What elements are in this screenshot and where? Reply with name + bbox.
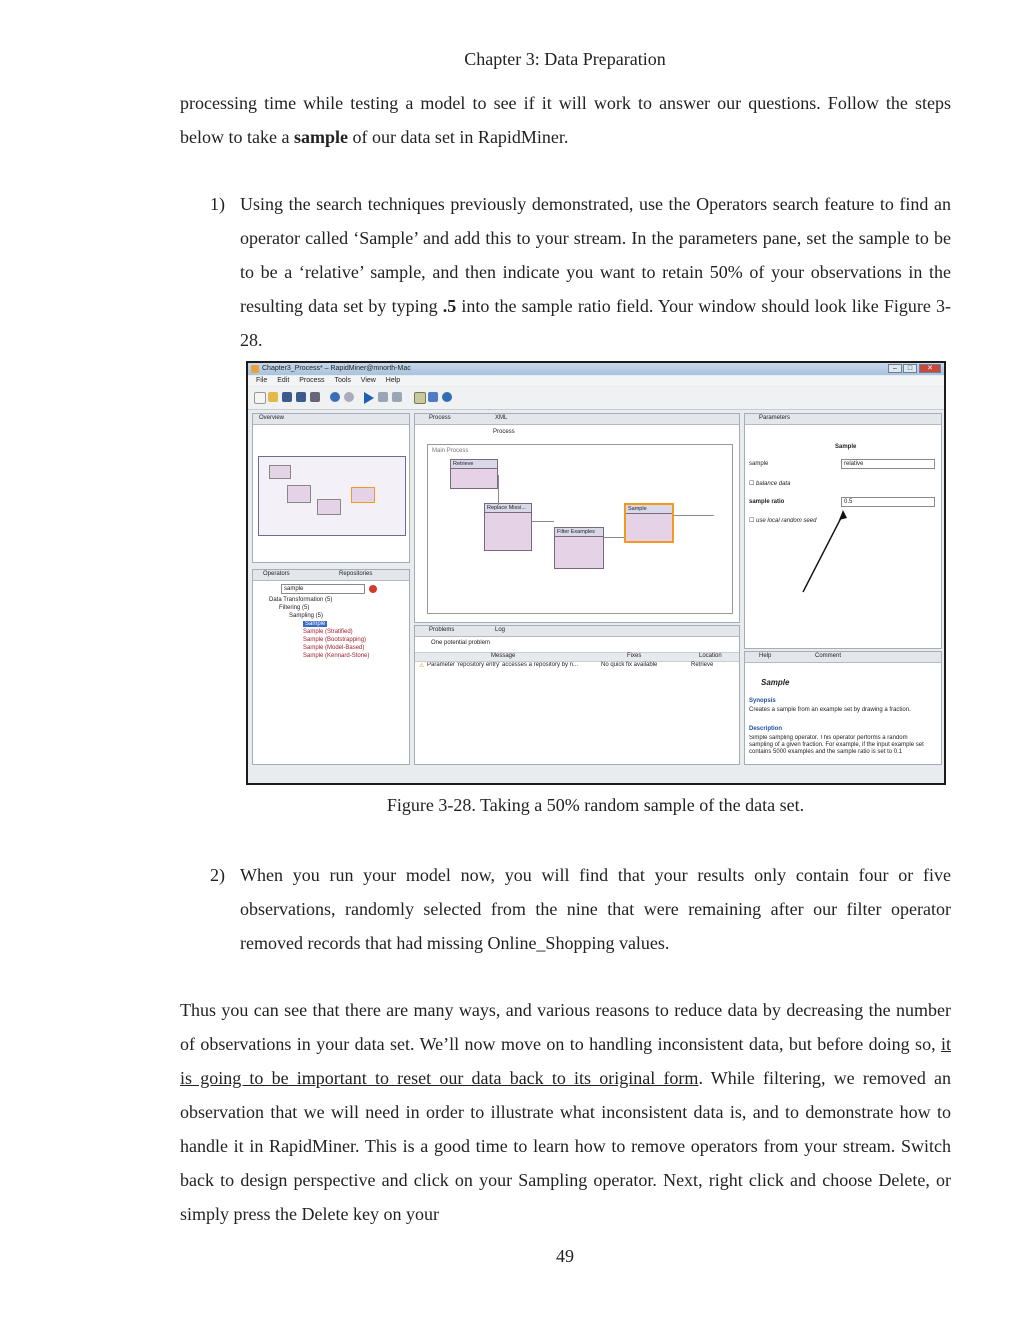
info-icon[interactable]	[442, 392, 452, 402]
minimize-icon[interactable]: –	[888, 364, 902, 373]
tab-problems[interactable]: Problems	[429, 627, 455, 633]
main-process-label: Main Process	[432, 448, 469, 454]
tab-comment[interactable]: Comment	[815, 653, 842, 659]
param-sample-ratio-label: sample ratio	[749, 499, 785, 505]
help-title: Sample	[761, 678, 790, 687]
pause-icon[interactable]	[378, 392, 388, 402]
open-icon[interactable]	[268, 392, 278, 402]
tab-repositories[interactable]: Repositories	[339, 571, 373, 577]
paragraph-closing: Thus you can see that there are many ways, and various reasons to reduce data by decreasing the number of observations in your data set. We’ll now move on to handling inconsistent data, but before doing so, it is going to be important to reset our data back to its original form. While filtering, we removed an observation that we will need in order to illustrate what inconsistent data is, and to demonstrate how to handle it in RapidMiner. This is a good time to learn how to remove operators from your stream. Switch back to design perspective and click on your Sampling operator. Next, right click and choose Delete, or simply press the Delete key on your	[180, 1000, 951, 1224]
overview-panel	[252, 413, 410, 563]
menu-tools[interactable]: Tools	[334, 377, 351, 384]
clear-search-icon[interactable]	[369, 585, 377, 593]
tree-node[interactable]: Filtering (5)	[279, 605, 310, 611]
help-panel	[744, 651, 942, 765]
tree-node[interactable]: Data Transformation (5)	[269, 597, 333, 603]
menu-help[interactable]: Help	[385, 377, 401, 384]
redo-icon[interactable]	[344, 392, 354, 402]
problems-header: Message Fixes Location	[415, 652, 739, 662]
results-perspective-icon[interactable]	[428, 392, 438, 402]
menu-edit[interactable]: Edit	[277, 377, 290, 384]
operator-replace-missing[interactable]: Replace Missi...	[484, 503, 532, 551]
tab-overview[interactable]: Overview	[259, 415, 285, 421]
menubar	[248, 376, 944, 386]
design-perspective-icon[interactable]	[414, 392, 426, 404]
tab-parameters[interactable]: Parameters	[759, 415, 791, 421]
rapidminer-window	[248, 363, 944, 783]
param-use-local-random-seed[interactable]: ☐ use local random seed	[749, 518, 817, 524]
overview-viewport[interactable]	[258, 456, 406, 536]
operator-search-input[interactable]: sample	[281, 584, 365, 594]
list-item-step-2: 2) When you run your model now, you will find that your results only contain four or five observations, randomly selected from the nine that were remaining after our filter operator removed records that had missing Online_Shopping values.	[180, 858, 951, 960]
operator-retrieve[interactable]: Retrieve	[450, 459, 498, 489]
operator-filter-examples[interactable]: Filter Examples	[554, 527, 604, 569]
figure-screenshot	[246, 361, 946, 785]
tab-xml[interactable]: XML	[495, 415, 508, 421]
param-sample-ratio-input[interactable]: 0.5	[841, 497, 935, 507]
process-panel	[414, 413, 740, 623]
process-canvas[interactable]	[427, 444, 733, 614]
tree-node-selected[interactable]: Sample	[305, 621, 326, 627]
save-as-icon[interactable]	[296, 392, 306, 402]
param-balance-data[interactable]: ☐ balance data	[749, 481, 791, 487]
operator-sample[interactable]: Sample	[624, 503, 674, 543]
tab-operators[interactable]: Operators	[263, 571, 290, 577]
parameters-panel	[744, 413, 942, 649]
param-sample-label: sample	[749, 461, 769, 467]
description-label: Description	[749, 726, 783, 732]
tree-node[interactable]: Sample (Bootstrapping)	[303, 637, 367, 643]
app-icon	[251, 365, 259, 373]
close-icon[interactable]: ✕	[919, 364, 941, 373]
maximize-icon[interactable]: □	[903, 364, 917, 373]
description-text: Simple sampling operator. This operator performs a random sampling of a given fraction. For example, if the input example set contains 5000 examples and the sample ratio is set to 0.1	[749, 735, 924, 755]
menu-view[interactable]: View	[360, 377, 376, 384]
paragraph-intro: processing time while testing a model to see if it will work to answer our questions. Follow the steps below to take a sample of our data set in RapidMiner.	[180, 93, 951, 147]
synopsis-label: Synopsis	[749, 698, 776, 704]
run-icon[interactable]	[364, 392, 374, 404]
problem-count: One potential problem	[431, 640, 491, 646]
list-item-step-1: 1) Using the search techniques previously demonstrated, use the Operators search feature to find an operator called ‘Sample’ and add this to your stream. In the parameters pane, set the sample to be to be a ‘relative’ sample, and then indicate you want to retain 50% of your observations in the resulting data set by typing .5 into the sample ratio field. Your window should look like Figure 3-28.	[180, 187, 951, 357]
toolbar	[248, 387, 944, 410]
new-icon[interactable]	[254, 392, 266, 404]
print-icon[interactable]	[310, 392, 320, 402]
window-title: Chapter3_Process* – RapidMiner@mnorth-Mac	[262, 365, 411, 372]
page-number: 49	[556, 1246, 574, 1266]
undo-icon[interactable]	[330, 392, 340, 402]
menu-process[interactable]: Process	[299, 377, 325, 384]
stop-icon[interactable]	[392, 392, 402, 402]
tree-node[interactable]: Sampling (5)	[289, 613, 324, 619]
list-number: 1)	[210, 194, 225, 214]
tree-node[interactable]: Sample (Stratified)	[303, 629, 353, 635]
tab-help[interactable]: Help	[759, 653, 772, 659]
param-sample-select[interactable]: relative	[841, 459, 935, 469]
breadcrumb[interactable]: Process	[493, 429, 515, 435]
figure-caption: Figure 3-28. Taking a 50% random sample of the data set.	[386, 795, 805, 815]
tab-log[interactable]: Log	[495, 627, 506, 633]
tree-node[interactable]: Sample (Model-Based)	[303, 645, 365, 651]
warning-icon: ⚠	[419, 663, 425, 669]
annotation-arrow	[795, 508, 855, 598]
menu-file[interactable]: File	[256, 377, 268, 384]
param-operator-name: Sample	[835, 444, 857, 450]
save-icon[interactable]	[282, 392, 292, 402]
operators-panel	[252, 569, 410, 765]
running-header: Chapter 3: Data Preparation	[464, 49, 666, 69]
tab-process[interactable]: Process	[429, 415, 451, 421]
problem-row[interactable]: ⚠ Parameter 'repository entry' accesses a repository by n... No quick fix available Retrieve	[419, 662, 714, 669]
window-titlebar	[248, 363, 944, 375]
problems-panel	[414, 625, 740, 765]
synopsis-text: Creates a sample from an example set by drawing a fraction.	[749, 707, 911, 713]
tree-node[interactable]: Sample (Kennard-Stone)	[303, 653, 370, 659]
list-number: 2)	[210, 865, 225, 885]
